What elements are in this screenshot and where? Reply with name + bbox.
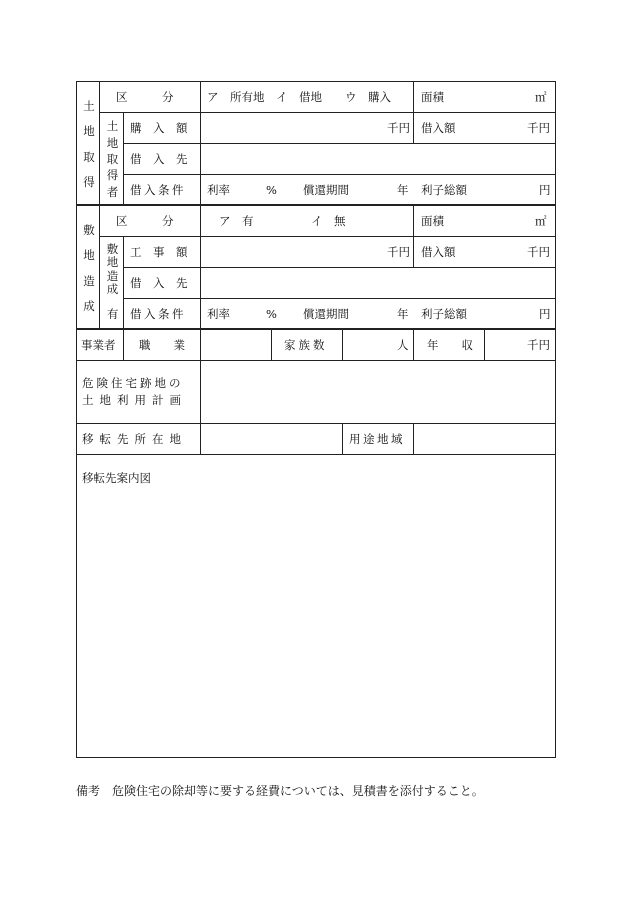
site-loan-terms-label: 借入条件 <box>130 307 186 321</box>
site-repayment-label: 償還期間 <box>303 307 349 321</box>
land-loan-terms-label: 借入条件 <box>130 183 186 197</box>
site-area-unit: ㎡ <box>535 214 547 228</box>
site-area-label: 面積 <box>421 214 444 228</box>
land-repayment-label: 償還期間 <box>303 183 349 197</box>
land-acquirer-label: 土 地 取 得 者 <box>106 119 119 199</box>
site-kubun-label: 区 分 <box>116 214 174 228</box>
site-lender-label: 借 入 先 <box>130 276 188 290</box>
land-kubun-options: ア 所有地 イ 借地 ウ 購入 <box>207 90 391 104</box>
occupation-input[interactable] <box>200 329 272 361</box>
operator-label: 事業者 <box>81 338 116 352</box>
land-use-plan-label-cell <box>76 360 201 424</box>
land-loan-amount-unit: 千円 <box>527 121 550 135</box>
occupation-label: 職 業 <box>139 338 185 352</box>
land-area-unit: ㎡ <box>535 90 547 104</box>
site-yen-unit: 円 <box>539 307 551 321</box>
income-unit: 千円 <box>527 338 550 352</box>
land-kubun-label: 区 分 <box>116 90 174 104</box>
land-purchase-amount-input[interactable] <box>200 112 414 144</box>
relocation-address-input[interactable] <box>200 423 343 455</box>
land-lender-input[interactable] <box>200 143 556 175</box>
site-kubun-options: ア 有 イ 無 <box>219 214 346 228</box>
site-total-interest-label: 利子総額 <box>421 307 467 321</box>
land-interest-rate-label: 利率 <box>207 183 230 197</box>
site-loan-terms-input[interactable] <box>200 298 556 329</box>
site-builder-label-extra: 有 <box>107 307 119 321</box>
land-total-interest-label: 利子総額 <box>421 183 467 197</box>
land-use-plan-label-line2: 土地利用計画 <box>82 393 187 407</box>
land-lender-label: 借 入 先 <box>130 152 188 166</box>
land-area-label: 面積 <box>421 90 444 104</box>
land-percent-unit: % <box>266 183 277 197</box>
site-construction-amount-input[interactable] <box>200 236 414 268</box>
zoning-input[interactable] <box>413 423 556 455</box>
person-unit: 人 <box>397 338 409 352</box>
site-loan-amount-label: 借入額 <box>421 245 456 259</box>
land-purchase-unit: 千円 <box>387 121 410 135</box>
land-loan-terms-input[interactable] <box>200 174 556 205</box>
site-lender-input[interactable] <box>200 267 556 299</box>
family-label: 家族数 <box>284 338 328 352</box>
relocation-map-area[interactable] <box>76 454 556 758</box>
land-purchase-label: 購 入 額 <box>130 121 188 135</box>
site-loan-amount-unit: 千円 <box>527 245 550 259</box>
land-acquisition-group-label: 土 地 取 得 <box>83 98 95 190</box>
site-builder-label: 敷 地 造 成 <box>106 241 119 297</box>
relocation-address-label: 移転先所在地 <box>82 432 187 446</box>
land-year-unit: 年 <box>397 183 409 197</box>
site-construction-label: 工 事 額 <box>130 245 188 259</box>
site-construction-group-label: 敷 地 造 成 <box>83 222 95 314</box>
land-use-plan-label-line1: 危険住宅跡地の <box>82 376 184 390</box>
land-yen-unit: 円 <box>539 183 551 197</box>
site-interest-rate-label: 利率 <box>207 307 230 321</box>
land-loan-amount-label: 借入額 <box>421 121 456 135</box>
relocation-map-label: 移転先案内図 <box>82 471 151 485</box>
remark-note: 備考 危険住宅の除却等に要する経費については、見積書を添付すること。 <box>76 784 484 798</box>
site-year-unit: 年 <box>397 307 409 321</box>
site-percent-unit: % <box>266 307 277 321</box>
zoning-label: 用途地域 <box>349 432 405 446</box>
income-label: 年 収 <box>427 338 473 352</box>
land-use-plan-input[interactable] <box>200 360 556 424</box>
site-construction-unit: 千円 <box>387 245 410 259</box>
